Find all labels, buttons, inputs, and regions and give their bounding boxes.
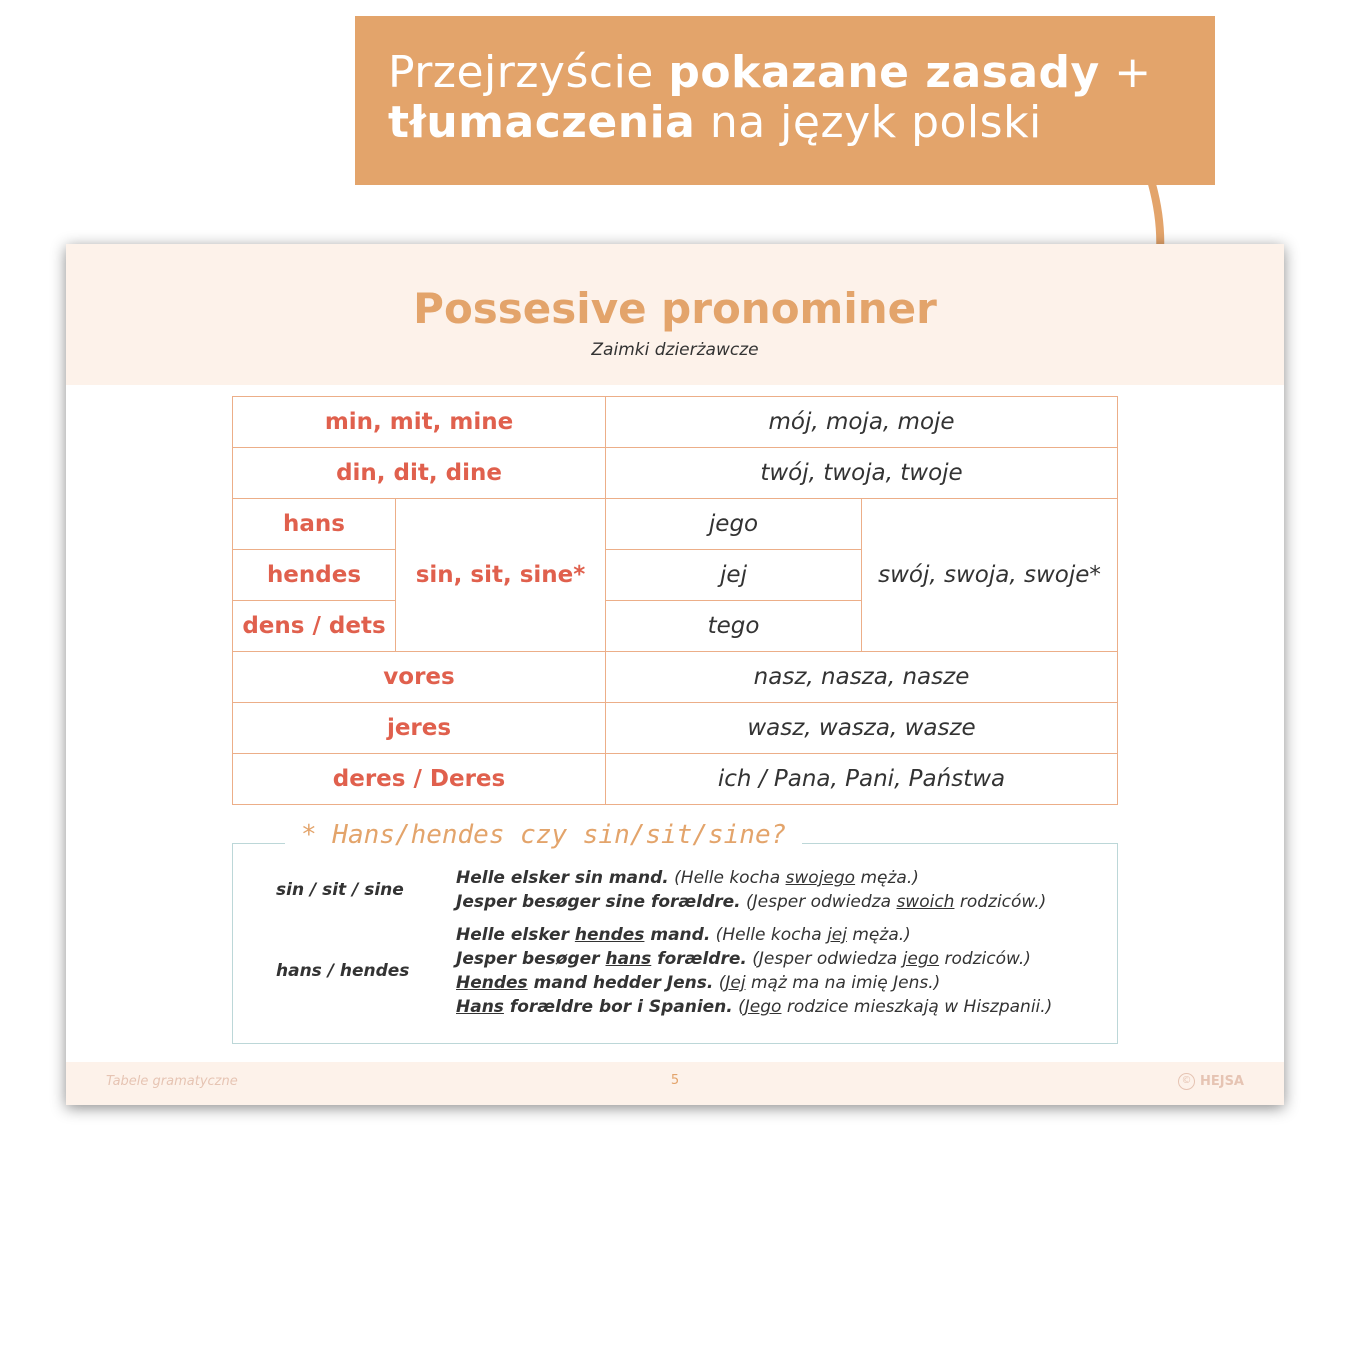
banner-text: Przejrzyście — [388, 47, 669, 98]
example-sentence — [456, 890, 1046, 914]
example-polish: (Helle kocha — [668, 868, 786, 888]
note-title: * Hans/hendes czy sin/sit/sine? — [285, 820, 802, 850]
polish-cell: tego — [606, 601, 862, 652]
pronoun-table — [232, 396, 1118, 805]
example-highlight: swoich — [896, 892, 955, 912]
note-label: sin / sit / sine — [276, 880, 404, 900]
danish-cell: deres / Deres — [233, 754, 606, 805]
example-polish: (Helle kocha — [710, 925, 828, 945]
polish-cell: jej — [606, 550, 862, 601]
example-polish: męża.) — [846, 925, 911, 945]
brand-name: HEJSA — [1199, 1074, 1244, 1089]
polish-cell: twój, twoja, twoje — [606, 448, 1118, 499]
example-polish: ( — [732, 997, 745, 1017]
promo-banner — [355, 16, 1215, 185]
example-highlight: Hendes — [456, 973, 528, 993]
danish-cell: din, dit, dine — [233, 448, 606, 499]
footer-doc-title: Tabele gramatyczne — [106, 1074, 238, 1089]
example-polish: rodziców.) — [954, 892, 1047, 912]
reflexive-polish-cell: swój, swoja, swoje* — [862, 499, 1118, 652]
example-sentence — [456, 866, 919, 890]
example-polish: mąż ma na imię Jens.) — [745, 973, 941, 993]
table-row — [233, 448, 1118, 499]
example-highlight: swojego — [785, 868, 856, 888]
banner-bold-text: tłumaczenia — [388, 97, 696, 148]
example-danish: mand. — [644, 925, 711, 945]
table-row — [233, 499, 1118, 550]
reflexive-danish-cell: sin, sit, sine* — [396, 499, 606, 652]
example-highlight: Hans — [456, 997, 504, 1017]
banner-text: na język polski — [695, 97, 1042, 148]
example-highlight: jego — [902, 949, 940, 969]
page-title: Possesive pronominer — [413, 284, 937, 333]
example-danish: Jesper besøger sine forældre. — [456, 892, 741, 912]
danish-cell: hans — [233, 499, 396, 550]
example-highlight: Jego — [744, 997, 782, 1017]
example-danish: mand hedder Jens. — [527, 973, 714, 993]
example-highlight: hendes — [574, 925, 645, 945]
example-polish: męża.) — [855, 868, 919, 888]
example-danish: forældre bor i Spanien. — [503, 997, 733, 1017]
example-highlight: hans — [605, 949, 652, 969]
footer-brand — [1178, 1073, 1244, 1090]
example-danish: Helle elsker sin mand. — [456, 868, 669, 888]
example-sentence — [456, 995, 1052, 1019]
slide-header — [66, 244, 1284, 385]
banner-bold-text: pokazane zasady — [668, 47, 1100, 98]
table-row — [233, 703, 1118, 754]
table-row — [233, 754, 1118, 805]
note-label: hans / hendes — [276, 961, 410, 981]
slide-footer — [66, 1062, 1284, 1105]
page-subtitle: Zaimki dzierżawcze — [591, 340, 759, 360]
example-polish: rodzice mieszkają w Hiszpanii.) — [781, 997, 1053, 1017]
example-danish: Helle elsker — [456, 925, 575, 945]
polish-cell: mój, moja, moje — [606, 397, 1118, 448]
usage-note-box — [232, 820, 1118, 1044]
example-danish: Jesper besøger — [456, 949, 606, 969]
example-polish: (Jesper odwiedza — [740, 892, 897, 912]
banner-line-2 — [388, 98, 1215, 148]
example-danish: forældre. — [651, 949, 747, 969]
polish-cell: jego — [606, 499, 862, 550]
table-row — [233, 652, 1118, 703]
table-row — [233, 397, 1118, 448]
example-sentence — [456, 971, 940, 995]
page-number: 5 — [670, 1073, 680, 1088]
example-polish: rodziców.) — [939, 949, 1031, 969]
banner-line-1 — [388, 48, 1215, 98]
example-sentence — [456, 947, 1031, 971]
polish-cell: nasz, nasza, nasze — [606, 652, 1118, 703]
danish-cell: jeres — [233, 703, 606, 754]
polish-cell: ich / Pana, Pani, Państwa — [606, 754, 1118, 805]
example-sentence — [456, 923, 911, 947]
example-polish: ( — [713, 973, 726, 993]
polish-cell: wasz, wasza, wasze — [606, 703, 1118, 754]
banner-text: + — [1099, 47, 1152, 98]
danish-cell: dens / dets — [233, 601, 396, 652]
example-polish: (Jesper odwiedza — [746, 949, 903, 969]
danish-cell: vores — [233, 652, 606, 703]
example-highlight: jej — [827, 925, 847, 945]
slide-page — [66, 244, 1284, 1105]
copyright-icon: © — [1178, 1073, 1195, 1090]
danish-cell: hendes — [233, 550, 396, 601]
danish-cell: min, mit, mine — [233, 397, 606, 448]
example-highlight: Jej — [725, 973, 746, 993]
